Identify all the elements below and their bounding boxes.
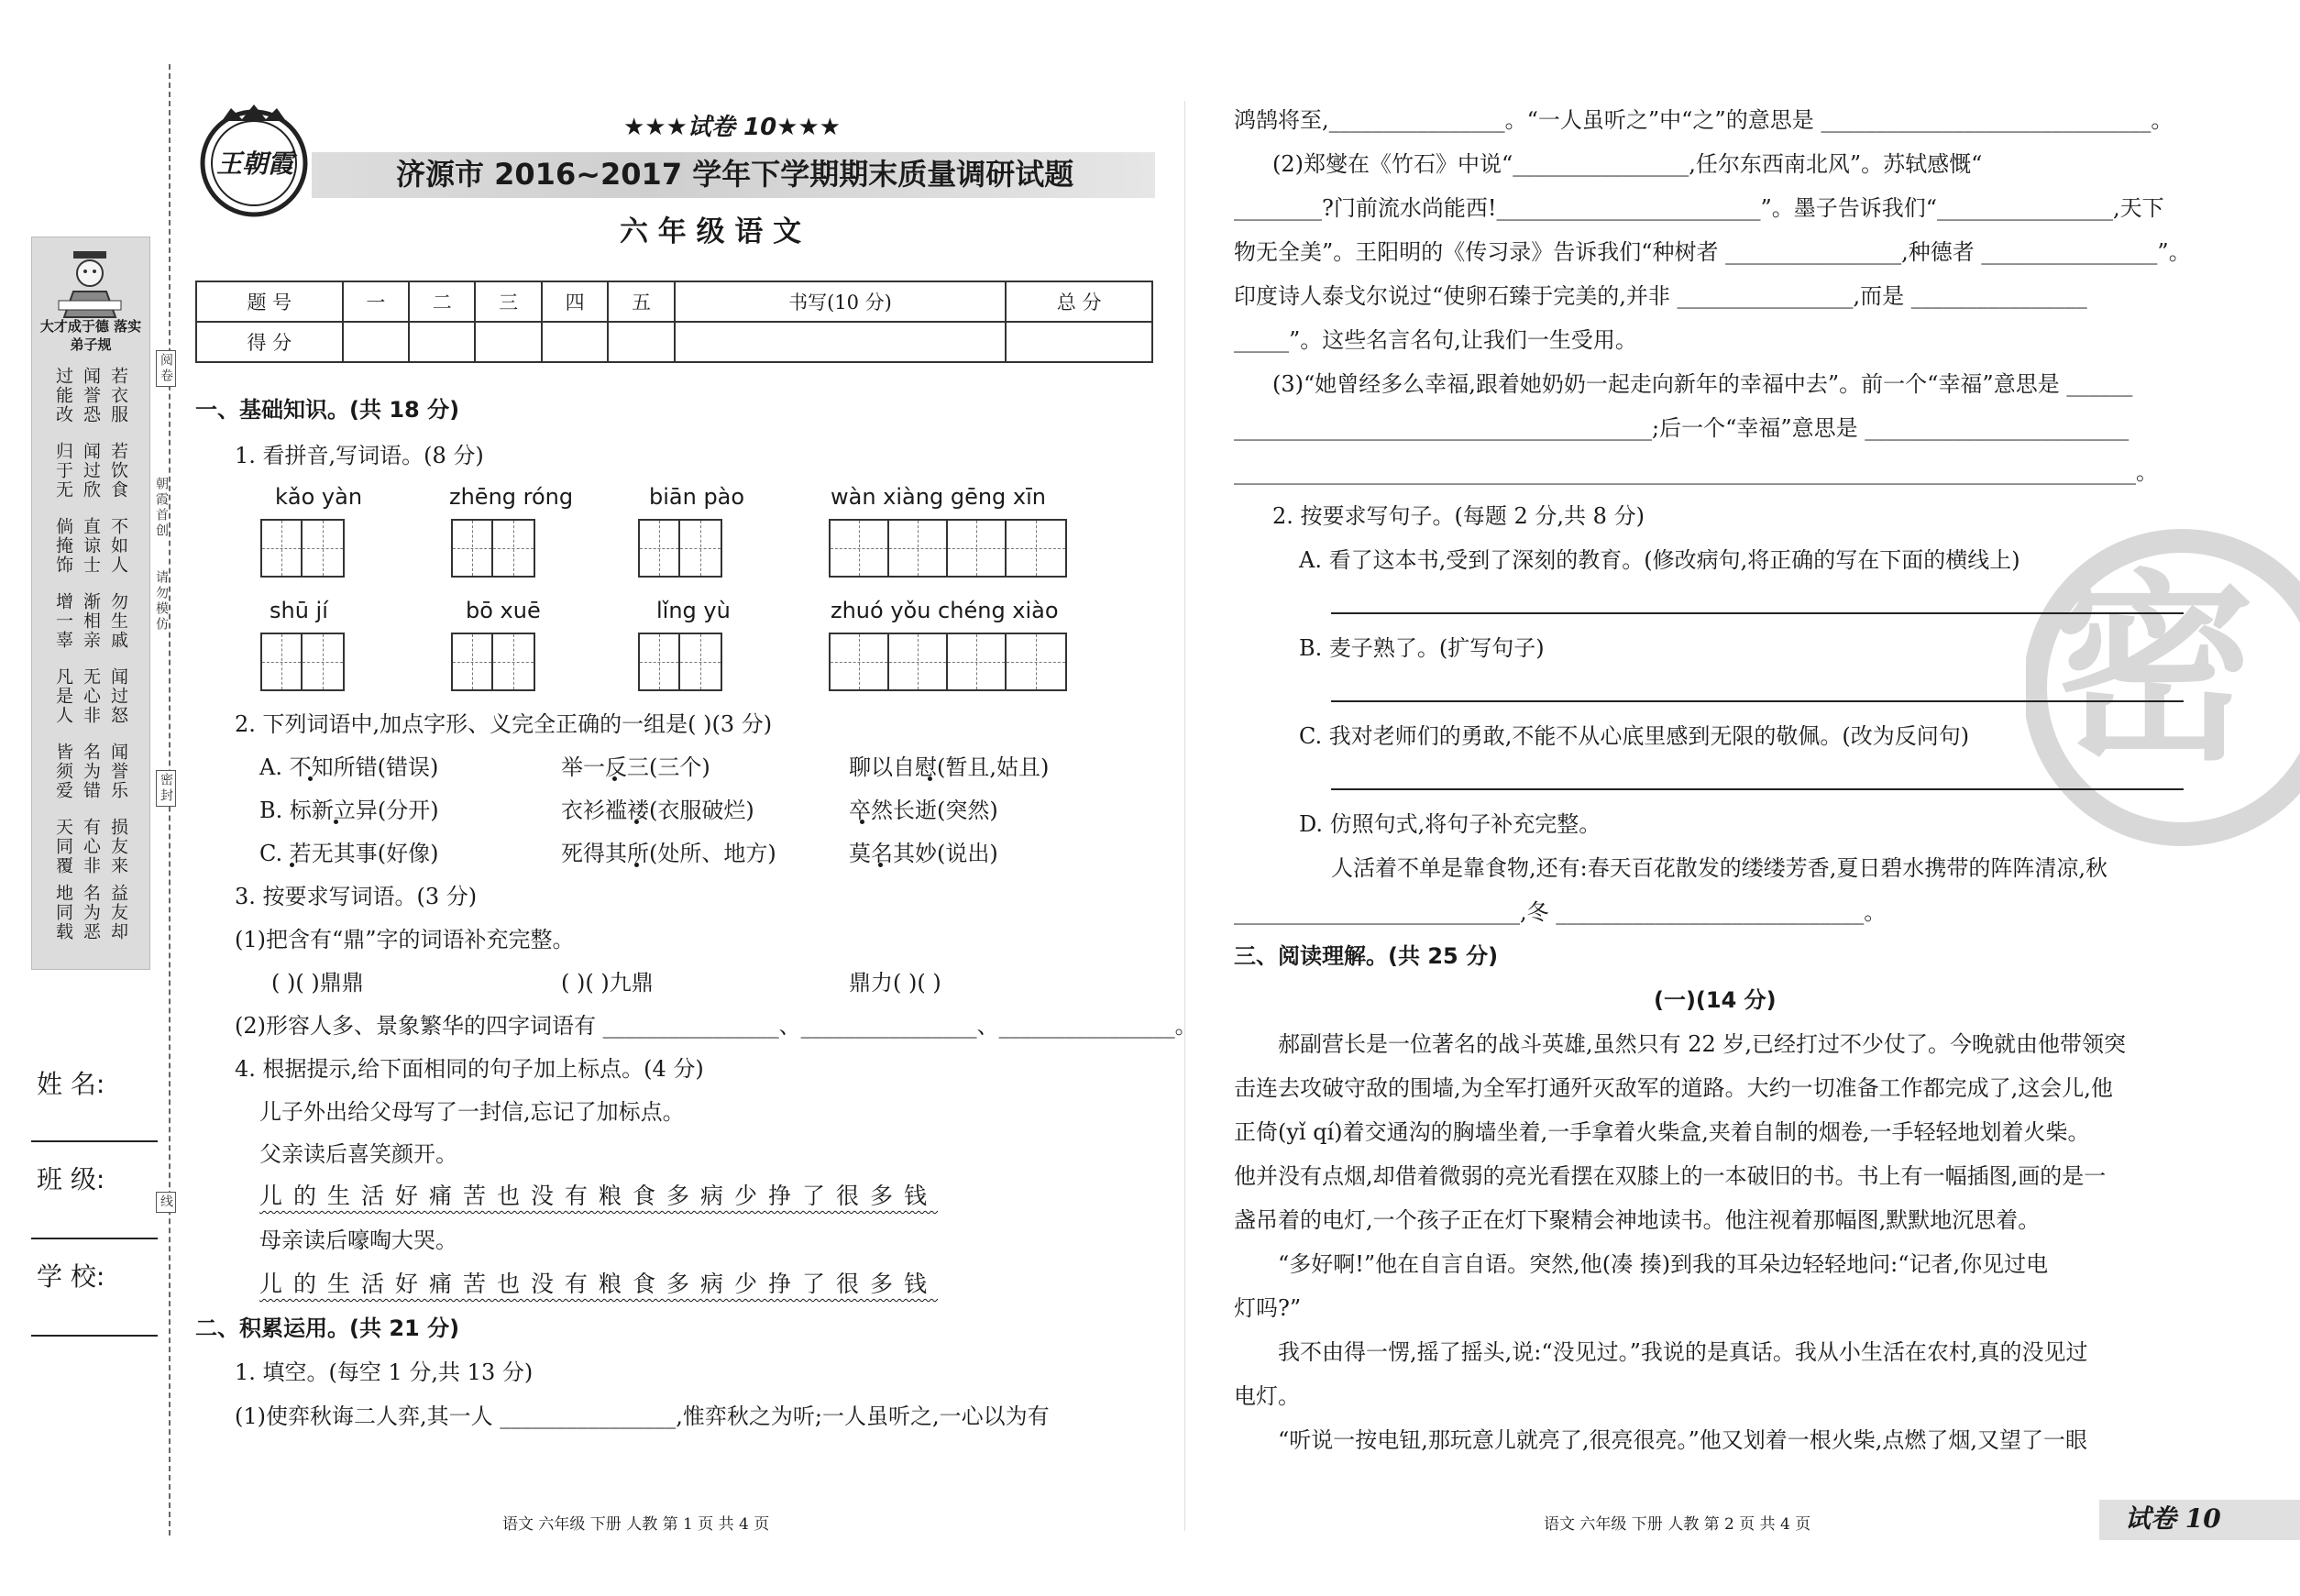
pinyin-label: bō xuē: [466, 598, 541, 623]
pinyin-label: zhuó yǒu chéng xiào: [831, 598, 1059, 623]
page-divider: [1184, 101, 1185, 1531]
saying-col: 若衣服: [108, 367, 128, 424]
char-grid[interactable]: [638, 633, 722, 691]
name-field[interactable]: [31, 1140, 158, 1142]
passage-line: 击连去攻破守敌的围墙,为全军打通歼灭敌军的道路。大约一切准备工作都完成了,这会儿,他: [1234, 1075, 2113, 1101]
section-3-heading: 三、阅读理解。(共 25 分): [1234, 943, 1499, 969]
score-cell: 得 分: [196, 322, 343, 362]
rewrite-b: B. 麦子熟了。(扩写句子): [1299, 635, 1545, 661]
passage-line: 郝副营长是一位著名的战斗英雄,虽然只有 22 岁,已经打过不少仗了。今晚就由他带领突: [1278, 1031, 2127, 1057]
sidebar-motto: 大才成于德 落实弟子规: [39, 318, 142, 353]
rewrite-d-blanks[interactable]: __________________________,冬 ____________________________。: [1234, 899, 1887, 925]
passage-line: 盏吊着的电灯,一个孩子正在灯下聚精会神地读书。他注视着那幅图,默默地沉思着。: [1234, 1207, 2041, 1233]
question-4-father: 父亲读后喜笑颜开。: [259, 1141, 457, 1167]
char-grid[interactable]: [829, 633, 1067, 691]
char-grid[interactable]: [260, 519, 345, 578]
score-cell: 一: [343, 281, 409, 322]
pinyin-label: shū jí: [270, 598, 328, 623]
question-3-1: (1)把含有“鼎”字的词语补充完整。: [235, 927, 575, 952]
right-line-4[interactable]: 物无全美”。王阳明的《传习录》告诉我们“种树者 ________________,种德者 ________________”。: [1234, 239, 2191, 265]
score-table-score-row: [196, 322, 1152, 362]
saying-col: 地同载: [53, 884, 73, 941]
score-input[interactable]: [343, 322, 409, 362]
saying-col: 名为错: [81, 743, 101, 800]
seal-label-1: 阅卷: [156, 350, 176, 387]
rewrite-a: A. 看了这本书,受到了深刻的教育。(修改病句,将正确的写在下面的横线上): [1299, 547, 2020, 573]
saying-col: 损友来: [108, 818, 128, 875]
passage-line: 电灯。: [1234, 1383, 1300, 1409]
saying-col: 不如人: [108, 517, 128, 575]
answer-line-b[interactable]: [1331, 700, 2184, 702]
saying-col: 闻誉乐: [108, 743, 128, 800]
school-label: 学 校:: [37, 1261, 105, 1292]
rewrite-d-sentence: 人活着不单是靠食物,还有:春天百花散发的缕缕芳香,夏日碧水携带的阵阵清凉,秋: [1331, 855, 2107, 881]
rewrite-heading: 2. 按要求写句子。(每题 2 分,共 8 分): [1272, 503, 1645, 529]
score-input[interactable]: [409, 322, 475, 362]
passage-heading: (一)(14 分): [1654, 987, 1777, 1013]
right-line-8[interactable]: ______________________________________;后一个“幸福”意思是 ________________________: [1234, 415, 2129, 441]
score-input[interactable]: [675, 322, 1007, 362]
sayings-grid: [50, 367, 141, 953]
question-4: 4. 根据提示,给下面相同的句子加上标点。(4 分): [235, 1056, 704, 1082]
passage-line: 正倚(yǐ qí)着交通沟的胸墙坐着,一手拿着火柴盒,夹着自制的烟卷,一手轻轻地划着火柴。: [1234, 1119, 2090, 1145]
question-3-1-blank-a[interactable]: ( )( )鼎鼎: [271, 970, 364, 996]
subject-title: 六 年 级 语 文: [620, 215, 802, 248]
right-line-6[interactable]: _____”。这些名言名句,让我们一生受用。: [1234, 327, 1637, 353]
saying-col: 倘掩饰: [53, 517, 73, 575]
saying-col: 闻过怒: [108, 667, 128, 725]
question-4-sentence-1[interactable]: 儿的生活好痛苦也没有粮食多病少挣了很多钱: [259, 1183, 939, 1209]
question-1: 1. 看拼音,写词语。(8 分): [235, 443, 484, 468]
sidebar-vertical-note-2: 请勿模仿: [154, 570, 169, 633]
saying-col: 若饮食: [108, 442, 128, 500]
passage-line: 他并没有点烟,却借着微弱的亮光看摆在双膝上的一本破旧的书。书上有一幅插图,画的是一: [1234, 1163, 2107, 1189]
passage-line: 灯吗?”: [1234, 1295, 1302, 1321]
score-table-header-row: [196, 281, 1152, 322]
score-cell: 五: [608, 281, 674, 322]
pinyin-label: zhēng róng: [449, 484, 574, 510]
score-cell: 书写(10 分): [675, 281, 1007, 322]
saying-col: 渐相亲: [81, 592, 101, 650]
saying-col: 归于无: [53, 442, 73, 500]
question-4-mother: 母亲读后嚎啕大哭。: [259, 1227, 457, 1253]
saying-col: 名为恶: [81, 884, 101, 941]
school-field[interactable]: [31, 1335, 158, 1337]
pinyin-label: lǐng yù: [656, 598, 731, 623]
answer-line-a[interactable]: [1331, 612, 2184, 614]
question-3: 3. 按要求写词语。(3 分): [235, 884, 478, 909]
answer-line-c[interactable]: [1331, 788, 2184, 790]
saying-col: 直谅士: [81, 517, 101, 575]
saying-col: 益友却: [108, 884, 128, 941]
rewrite-c: C. 我对老师们的勇敢,不能不从心底里感到无限的敬佩。(改为反问句): [1299, 723, 1970, 749]
logo-text: 王朝霞: [216, 149, 294, 179]
right-line-3[interactable]: ________?门前流水尚能西!________________________”。墨子告诉我们“________________,天下: [1234, 195, 2164, 221]
question-4-intro: 儿子外出给父母写了一封信,忘记了加标点。: [259, 1099, 685, 1125]
seal-label-3: 线: [156, 1192, 176, 1213]
passage-line: “多好啊!”他在自言自语。突然,他(凑 揍)到我的耳朵边轻轻地问:“记者,你见过电: [1278, 1251, 2049, 1277]
sidebar-vertical-note-1: 朝霞首创: [154, 477, 169, 539]
fill-blank-heading: 1. 填空。(每空 1 分,共 13 分): [235, 1359, 534, 1385]
saying-col: 皆须爱: [53, 743, 73, 800]
seal-label-2: 密封: [156, 770, 176, 807]
score-cell: 题 号: [196, 281, 343, 322]
right-line-5[interactable]: 印度诗人泰戈尔说过“使卵石臻于完美的,并非 ________________,而是 ________________: [1234, 283, 2087, 309]
saying-col: 闻誉恐: [81, 367, 101, 424]
footer-left: 语文 六年级 下册 人教 第 1 页 共 4 页: [502, 1515, 770, 1534]
class-label: 班 级:: [37, 1164, 105, 1194]
saying-col: 无心非: [81, 667, 101, 725]
saying-col: 过能改: [53, 367, 73, 424]
paper-badge: ★★★试卷 10★★★: [623, 114, 842, 141]
option-c-3: 莫名其妙(说出): [849, 841, 998, 866]
option-c-1[interactable]: C. 若无其事(好像): [259, 841, 439, 866]
class-field[interactable]: [31, 1238, 158, 1239]
pinyin-label: kǎo yàn: [275, 484, 363, 510]
rewrite-d: D. 仿照句式,将句子补充完整。: [1299, 811, 1601, 837]
score-cell: 四: [542, 281, 608, 322]
question-3-2[interactable]: (2)形容人多、景象繁华的四字词语有 ________________、________________、________________。: [235, 1013, 1197, 1039]
name-label: 姓 名:: [37, 1069, 105, 1099]
option-c-2: 死得其所(处所、地方): [561, 841, 776, 866]
pinyin-label: biān pào: [649, 484, 745, 510]
watermark-char: 密: [2053, 550, 2256, 787]
right-line-2[interactable]: (2)郑燮在《竹石》中说“________________,任尔东西南北风”。苏轼感慨“: [1272, 151, 1983, 177]
right-line-7[interactable]: (3)“她曾经多么幸福,跟着她奶奶一起走向新年的幸福中去”。前一个“幸福”意思是 ______: [1272, 371, 2133, 397]
question-3-1-blank-b[interactable]: ( )( )九鼎: [561, 970, 654, 996]
question-3-1-blank-c[interactable]: 鼎力( )( ): [849, 970, 941, 996]
score-cell: 三: [475, 281, 541, 322]
char-grid[interactable]: [638, 519, 722, 578]
option-b-2: 衣衫褴褛(衣服破烂): [561, 798, 754, 823]
char-grid[interactable]: [451, 633, 535, 691]
passage-line: “听说一按电钮,那玩意儿就亮了,很亮很亮。”他又划着一根火柴,点燃了烟,又望了一眼: [1278, 1427, 2088, 1453]
score-cell: 二: [409, 281, 475, 322]
char-grid[interactable]: [829, 519, 1067, 578]
saying-col: 凡是人: [53, 667, 73, 725]
exam-title: 济源市 2016~2017 学年下学期期末质量调研试题: [396, 157, 1074, 192]
footer-paper-label: 试卷 10: [2125, 1503, 2221, 1534]
section-2-heading: 二、积累运用。(共 21 分): [195, 1315, 460, 1341]
passage-line: 我不由得一愣,摇了摇头,说:“没见过。”我说的是真话。我从小生活在农村,真的没见过: [1278, 1339, 2088, 1365]
score-input[interactable]: [542, 322, 608, 362]
question-4-sentence-2[interactable]: 儿的生活好痛苦也没有粮食多病少挣了很多钱: [259, 1271, 939, 1297]
score-input[interactable]: [608, 322, 674, 362]
score-cell: 总 分: [1006, 281, 1152, 322]
char-grid[interactable]: [451, 519, 535, 578]
option-a-2: 举一反三(三个): [561, 754, 710, 780]
section-1-heading: 一、基础知识。(共 18 分): [195, 397, 460, 423]
score-input[interactable]: [475, 322, 541, 362]
option-a-3: 聊以自慰(暂且,姑且): [849, 754, 1050, 780]
score-input[interactable]: [1006, 322, 1152, 362]
saying-col: 增一辜: [53, 592, 73, 650]
fill-blank-1[interactable]: (1)使弈秋诲二人弈,其一人 ________________,惟弈秋之为听;一人虽听之,一心以为有: [235, 1403, 1050, 1429]
option-b-1[interactable]: B. 标新立异(分开): [259, 798, 439, 823]
saying-col: 有心非: [81, 818, 101, 875]
saying-col: 闻过欣: [81, 442, 101, 500]
question-2: 2. 下列词语中,加点字形、义完全正确的一组是( )(3 分): [235, 711, 773, 737]
pinyin-label: wàn xiàng gēng xīn: [831, 484, 1046, 510]
saying-col: 勿生戚: [108, 592, 128, 650]
score-table: [195, 281, 1153, 363]
right-line-9[interactable]: __________________________________________________________________________________。: [1234, 459, 2158, 485]
option-b-3: 卒然长逝(突然): [849, 798, 998, 823]
footer-right: 语文 六年级 下册 人教 第 2 页 共 4 页: [1544, 1515, 1811, 1534]
scholar-icon: [46, 246, 134, 319]
char-grid[interactable]: [260, 633, 345, 691]
option-a-1[interactable]: A. 不知所错(错误): [259, 754, 439, 780]
right-line-1[interactable]: 鸿鹄将至,________________。“一人虽听之”中“之”的意思是 ______________________________。: [1234, 107, 2173, 133]
saying-col: 天同覆: [53, 818, 73, 875]
